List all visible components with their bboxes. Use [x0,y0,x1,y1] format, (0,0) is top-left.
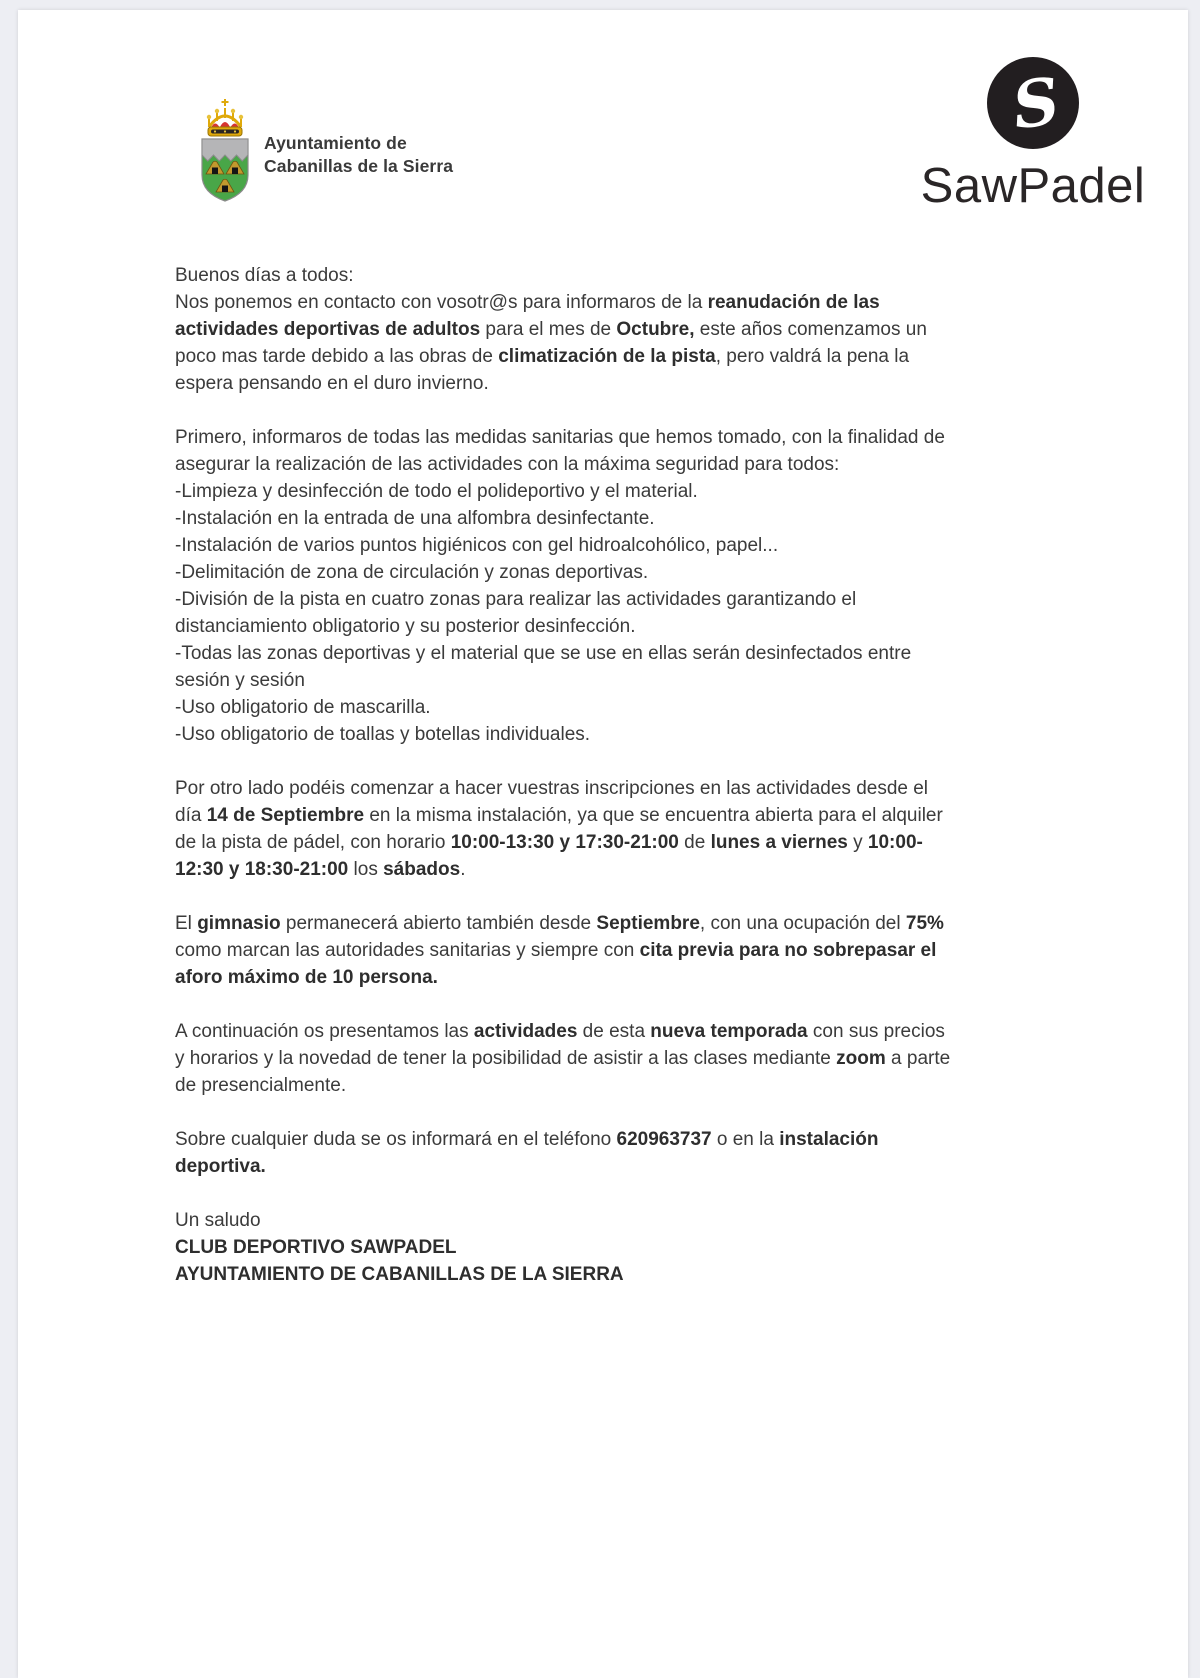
bold-text-run: reanudación de las actividades deportivas de adultos [175,292,880,340]
paragraph-block [175,1018,957,1099]
paragraph-line [175,694,957,721]
paragraph-line [175,586,957,640]
text-run: Buenos días a todos: [175,265,354,286]
text-run: de [678,832,711,853]
paragraph-block [175,424,957,748]
text-run: . [460,859,466,880]
svg-text:S: S [1008,63,1065,145]
text-run: en la misma instalación, ya que se encuentra abierta para el alquiler de la pista de pádel, con horario [175,805,943,853]
bold-text-run: lunes a viernes [710,832,848,853]
bold-text-run: 620963737 [616,1129,712,1150]
text-run: y [847,832,868,853]
paragraph-line [175,505,957,532]
paragraph-line [175,1018,957,1099]
paragraph-line [175,910,957,991]
bold-text-run: 75% [905,913,944,934]
bold-text-run: nueva temporada [650,1021,808,1042]
paragraph-block [175,262,957,397]
municipal-crest-icon [195,96,255,206]
bold-text-run: gimnasio [197,913,281,934]
bold-text-run: cita previa para no sobrepasar el aforo máximo de 10 persona. [175,940,937,988]
paragraph-line [175,424,957,478]
text-run: para el mes de [480,319,617,340]
text-run: Un saludo [175,1210,261,1231]
text-run: -Instalación en la entrada de una alfombra desinfectante. [175,508,655,529]
text-run: los [348,859,384,880]
bold-text-run: Septiembre [596,913,700,934]
text-run: como marcan las autoridades sanitarias y siempre con [175,940,640,961]
paragraph-line [175,262,957,289]
letter-body [175,262,957,1315]
text-run: permanecerá abierto también desde [280,913,597,934]
bold-text-run: 10:00-12:30 y 18:30-21:00 [175,832,923,880]
paragraph-line [175,1261,957,1288]
paragraph-line [175,289,957,397]
text-run: -Instalación de varios puntos higiénicos con gel hidroalcohólico, papel... [175,535,779,556]
text-run: Por otro lado podéis comenzar a hacer vuestras inscripciones en las actividades desde el día [175,778,929,826]
paragraph-block [175,775,957,883]
paragraph-line [175,1234,957,1261]
municipality-name [264,132,453,178]
paragraph-line [175,1207,957,1234]
brand-name: SawPadel [920,159,1146,213]
text-run: -Uso obligatorio de mascarilla. [175,697,431,718]
bold-text-run: climatización de la pista [498,346,716,367]
paragraph-line [175,478,957,505]
bold-text-run: AYUNTAMIENTO DE CABANILLAS DE LA SIERRA [175,1264,624,1285]
paragraph-line [175,1126,957,1180]
municipality-name-line2: Cabanillas de la Sierra [264,156,454,176]
text-run: Nos ponemos en contacto con vosotr@s para informaros de la [175,292,708,313]
text-run: Sobre cualquier duda se os informará en el teléfono [175,1129,617,1150]
bold-text-run: actividades [473,1021,578,1042]
bold-text-run: zoom [836,1048,886,1069]
municipality-name-line1: Ayuntamiento de [264,133,407,153]
brand-logo [908,54,1158,214]
text-run: El [175,913,198,934]
bold-text-run: Octubre, [616,319,695,340]
text-run: -Uso obligatorio de toallas y botellas individuales. [175,724,591,745]
paragraph-block [175,1126,957,1180]
text-run: este años comenzamos un poco mas tarde debido a las obras de [175,319,927,367]
text-run: con sus precios y horarios y la novedad de tener la posibilidad de asistir a las clases mediante [175,1021,945,1069]
paragraph-line [175,640,957,694]
paragraph-line [175,532,957,559]
paragraph-block [175,1207,957,1288]
sawpadel-monogram-icon [984,54,1082,152]
text-run: -División de la pista en cuatro zonas para realizar las actividades garantizando el distanciamiento obligatorio y su posterior desinfección. [175,589,857,637]
text-run: de esta [577,1021,651,1042]
text-run: , pero valdrá la pena la espera pensando en el duro invierno. [175,346,910,394]
text-run: A continuación os presentamos las [175,1021,474,1042]
bold-text-run: instalación deportiva. [175,1129,879,1177]
bold-text-run: 14 de Septiembre [206,805,365,826]
bold-text-run: 10:00-13:30 y 17:30-21:00 [450,832,679,853]
bold-text-run: sábados [383,859,461,880]
bold-text-run: CLUB DEPORTIVO SAWPADEL [175,1237,457,1258]
text-run: -Todas las zonas deportivas y el material que se use en ellas serán desinfectados entre sesión y sesión [175,643,912,691]
paragraph-block [175,910,957,991]
text-run: Primero, informaros de todas las medidas sanitarias que hemos tomado, con la finalidad de asegurar la realización de las actividades con la máxima seguridad para todos: [175,427,945,475]
paragraph-line [175,775,957,883]
text-run: a parte de presencialmente. [175,1048,951,1096]
text-run: -Limpieza y desinfección de todo el polideportivo y el material. [175,481,698,502]
paragraph-line [175,559,957,586]
text-run: o en la [711,1129,780,1150]
document-page [18,10,1188,1678]
text-run: -Delimitación de zona de circulación y zonas deportivas. [175,562,649,583]
text-run: , con una ocupación del [699,913,906,934]
paragraph-line [175,721,957,748]
